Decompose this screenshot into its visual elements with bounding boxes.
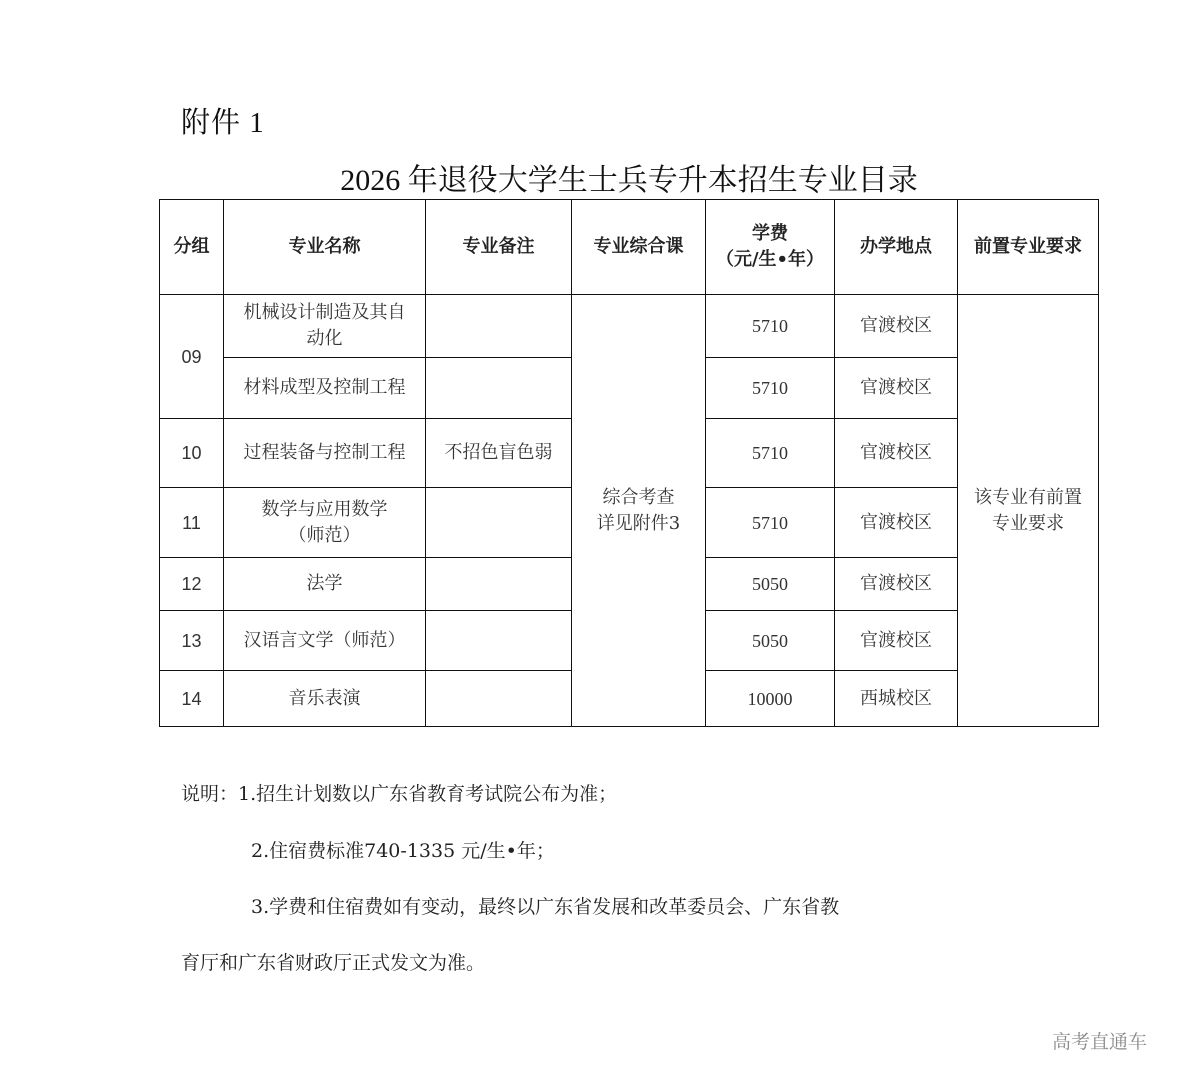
table-row <box>160 295 1099 358</box>
fee-cell: 5710 <box>706 419 835 488</box>
course-line2: 详见附件3 <box>596 512 681 534</box>
remark-cell <box>426 671 572 727</box>
course-line1: 综合考查 <box>602 486 675 508</box>
major-cell <box>224 295 426 358</box>
course-merged-cell <box>572 295 706 727</box>
prereq-line2: 专业要求 <box>992 512 1064 534</box>
note-3-continued: 育厅和广东省财政厅正式发文为准。 <box>181 952 486 974</box>
location-cell: 官渡校区 <box>835 358 958 419</box>
prereq-merged-cell <box>958 295 1099 727</box>
group-cell: 10 <box>160 419 224 488</box>
fee-cell: 5050 <box>706 611 835 671</box>
note-3: 3.学费和住宿费如有变动，最终以广东省发展和改革委员会、广东省教 <box>251 896 840 918</box>
major-catalog-table <box>159 199 1099 727</box>
fee-cell: 5050 <box>706 558 835 611</box>
header-prereq: 前置专业要求 <box>958 200 1099 295</box>
location-cell: 官渡校区 <box>835 295 958 358</box>
prereq-line1: 该专业有前置 <box>974 486 1082 508</box>
header-group: 分组 <box>160 200 224 295</box>
header-remark: 专业备注 <box>426 200 572 295</box>
header-fee <box>706 200 835 295</box>
group-cell: 11 <box>160 488 224 558</box>
remark-cell <box>426 358 572 419</box>
major-line2: （师范） <box>288 524 361 546</box>
major-line2: 动化 <box>306 328 343 349</box>
major-cell: 过程装备与控制工程 <box>224 419 426 488</box>
fee-cell: 5710 <box>706 358 835 419</box>
remark-cell: 不招色盲色弱 <box>426 419 572 488</box>
major-cell: 材料成型及控制工程 <box>224 358 426 419</box>
major-cell <box>224 488 426 558</box>
major-line1: 机械设计制造及其自 <box>243 302 406 323</box>
location-cell: 官渡校区 <box>835 488 958 558</box>
location-cell: 官渡校区 <box>835 419 958 488</box>
remark-cell <box>426 558 572 611</box>
note-2: 2.住宿费标准740-1335 元/生•年； <box>251 840 555 862</box>
remark-cell <box>426 488 572 558</box>
note-1: 说明：1.招生计划数以广东省教育考试院公布为准； <box>181 783 618 805</box>
major-cell: 汉语言文学（师范） <box>224 611 426 671</box>
header-fee-line2: （元/生•年） <box>715 249 825 270</box>
document-title: 2026 年退役大学生士兵专升本招生专业目录 <box>340 164 918 197</box>
group-cell: 14 <box>160 671 224 727</box>
location-cell: 官渡校区 <box>835 611 958 671</box>
major-line1: 数学与应用数学 <box>261 498 388 520</box>
watermark: 高考直通车 <box>1052 1031 1148 1053</box>
remark-cell <box>426 611 572 671</box>
group-cell: 12 <box>160 558 224 611</box>
group-cell: 09 <box>160 295 224 419</box>
major-cell: 法学 <box>224 558 426 611</box>
fee-cell: 5710 <box>706 488 835 558</box>
fee-cell: 10000 <box>706 671 835 727</box>
table-header-row <box>160 200 1099 295</box>
attachment-label: 附件 1 <box>181 107 265 139</box>
header-major: 专业名称 <box>224 200 426 295</box>
group-cell: 13 <box>160 611 224 671</box>
location-cell: 官渡校区 <box>835 558 958 611</box>
location-cell: 西城校区 <box>835 671 958 727</box>
major-cell: 音乐表演 <box>224 671 426 727</box>
header-location: 办学地点 <box>835 200 958 295</box>
header-fee-line1: 学费 <box>752 223 788 244</box>
remark-cell <box>426 295 572 358</box>
fee-cell: 5710 <box>706 295 835 358</box>
header-course: 专业综合课 <box>572 200 706 295</box>
